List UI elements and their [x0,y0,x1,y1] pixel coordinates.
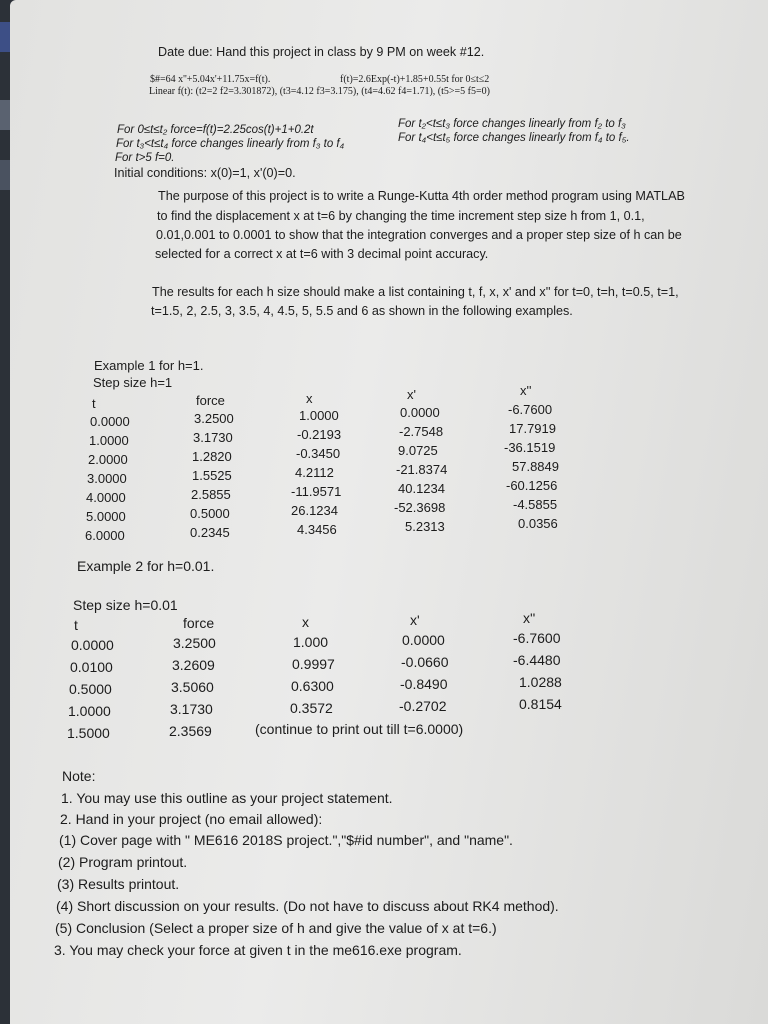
column-header: x'' [523,610,536,626]
table-cell: 3.0000 [87,471,127,486]
purpose-line-3: 0.01,0.001 to 0.0001 to show that the integration converges and a proper step size of h can be [156,228,682,242]
table-cell: 5.2313 [405,519,445,534]
table-cell: 0.5000 [69,681,112,697]
continue-note: (continue to print out till t=6.0000) [255,721,464,737]
table-cell: -6.4480 [513,652,561,668]
note-1: 1. You may use this outline as your project statement. [61,790,393,806]
table-cell: -52.3698 [394,500,446,515]
table-cell: 3.5060 [171,679,214,695]
table-cell: 1.0000 [299,408,339,423]
column-header: force [183,615,215,631]
force-definition: f(t)=2.6Exp(-t)+1.85+0.55t for 0≤t≤2 [340,74,490,85]
table-cell: 0.0000 [400,405,440,420]
note-2-item-2: (2) Program printout. [58,854,188,870]
linear-force-definition: Linear f(t): (t2=2 f2=3.301872), (t3=4.12 f3=3.175), (t4=4.62 f4=1.71), (t5>=5 f5=0) [149,86,490,97]
table-cell: 6.0000 [85,528,125,543]
table-cell: 17.7919 [509,421,556,436]
column-header: x [306,391,313,406]
example-1-step-size: Step size h=1 [93,375,173,390]
column-header: force [196,393,225,408]
table-cell: 3.2500 [194,411,234,426]
condition-5: For t>5 f=0. [115,152,175,164]
column-header: t [92,396,96,411]
table-cell: 40.1234 [398,481,445,496]
table-cell: 4.2112 [295,465,334,480]
table-cell: 4.0000 [86,490,126,505]
column-header: x' [410,612,420,628]
condition-3: For t₃<t≤t₄ force changes linearly from f₃ to f₄ [116,138,345,150]
table-cell: 1.2820 [192,449,232,464]
condition-1: For 0≤t≤t₂ force=f(t)=2.25cos(t)+1+0.2t [117,124,314,136]
table-cell: -60.1256 [506,478,558,493]
condition-4: For t₄<t≤t₅ force changes linearly from f₄ to f₅. [398,132,630,144]
table-cell: 3.2609 [172,657,215,673]
table-cell: 57.8849 [512,459,559,474]
paper-sheet [10,0,768,1024]
note-2-item-4: (4) Short discussion on your results. (Do not have to discuss about RK4 method). [56,898,559,914]
table-cell: 1.5525 [192,468,232,483]
purpose-line-1: The purpose of this project is to write a Runge-Kutta 4th order method program using MATLAB [158,189,685,203]
table-cell: -11.9571 [291,484,342,499]
column-header: x [302,614,309,630]
table-cell: 3.2500 [173,635,216,651]
table-cell: 3.1730 [193,430,233,445]
table-cell: 0.0000 [90,414,130,429]
table-cell: 2.0000 [88,452,128,467]
results-line-1: The results for each h size should make a list containing t, f, x, x' and x'' for t=0, t=h, t=0.5, t=1, [152,285,679,299]
purpose-line-2: to find the displacement x at t=6 by changing the time increment step size h from 1, 0.1, [157,209,645,223]
table-cell: 0.0100 [70,659,113,675]
table-cell: 0.6300 [291,678,334,694]
note-2-item-3: (3) Results printout. [57,876,180,892]
note-2-item-5: (5) Conclusion (Select a proper size of h and give the value of x at t=6.) [55,920,497,936]
table-cell: -21.8374 [396,462,448,477]
table-cell: 4.3456 [297,522,337,537]
note-2-item-1: (1) Cover page with " ME616 2018S project.","$#id number", and "name". [59,832,513,848]
table-cell: -6.7600 [508,402,553,417]
results-line-2: t=1.5, 2, 2.5, 3, 3.5, 4, 4.5, 5, 5.5 and 6 as shown in the following examples. [151,304,573,318]
table-cell: -0.2702 [399,698,447,714]
table-cell: -0.0660 [401,654,449,670]
initial-conditions: Initial conditions: x(0)=1, x'(0)=0. [114,166,296,180]
table-cell: 1.0000 [68,703,111,719]
table-cell: 26.1234 [291,503,338,518]
table-cell: 0.9997 [292,656,335,672]
equation: $#=64 x''+5.04x'+11.75x=f(t). [150,74,271,85]
table-cell: -0.8490 [400,676,448,692]
table-cell: 9.0725 [398,443,438,458]
table-cell: 0.8154 [519,696,562,712]
table-cell: 0.0356 [518,516,558,531]
table-cell: -0.2193 [297,427,342,442]
column-header: t [74,617,78,633]
example-2-title: Example 2 for h=0.01. [77,558,215,574]
date-due: Date due: Hand this project in class by 9 PM on week #12. [158,45,485,59]
table-cell: 0.0000 [71,637,114,653]
table-cell: 1.0288 [519,674,562,690]
example-1-title: Example 1 for h=1. [94,358,204,373]
table-cell: -4.5855 [513,497,558,512]
note-2: 2. Hand in your project (no email allowed): [60,811,323,827]
note-heading: Note: [62,768,96,784]
table-cell: -6.7600 [513,630,561,646]
note-3: 3. You may check your force at given t in the me616.exe program. [54,942,462,958]
table-cell: 2.3569 [169,723,212,739]
table-cell: 0.0000 [402,632,445,648]
column-header: x'' [520,383,532,398]
table-cell: 0.2345 [190,525,230,540]
table-cell: -2.7548 [399,424,444,439]
table-cell: -36.1519 [504,440,556,455]
table-cell: 2.5855 [191,487,231,502]
condition-2: For t₂<t≤t₃ force changes linearly from f₂ to f₃ [398,118,626,130]
table-cell: 0.5000 [190,506,230,521]
table-cell: 0.3572 [290,700,333,716]
table-cell: 1.5000 [67,725,110,741]
column-header: x' [407,387,416,402]
table-cell: -0.3450 [296,446,341,461]
table-cell: 1.000 [293,634,329,650]
table-cell: 1.0000 [89,433,129,448]
purpose-line-4: selected for a correct x at t=6 with 3 decimal point accuracy. [155,247,489,261]
example-2-step-size: Step size h=0.01 [73,597,178,613]
table-cell: 5.0000 [86,509,126,524]
table-cell: 3.1730 [170,701,213,717]
